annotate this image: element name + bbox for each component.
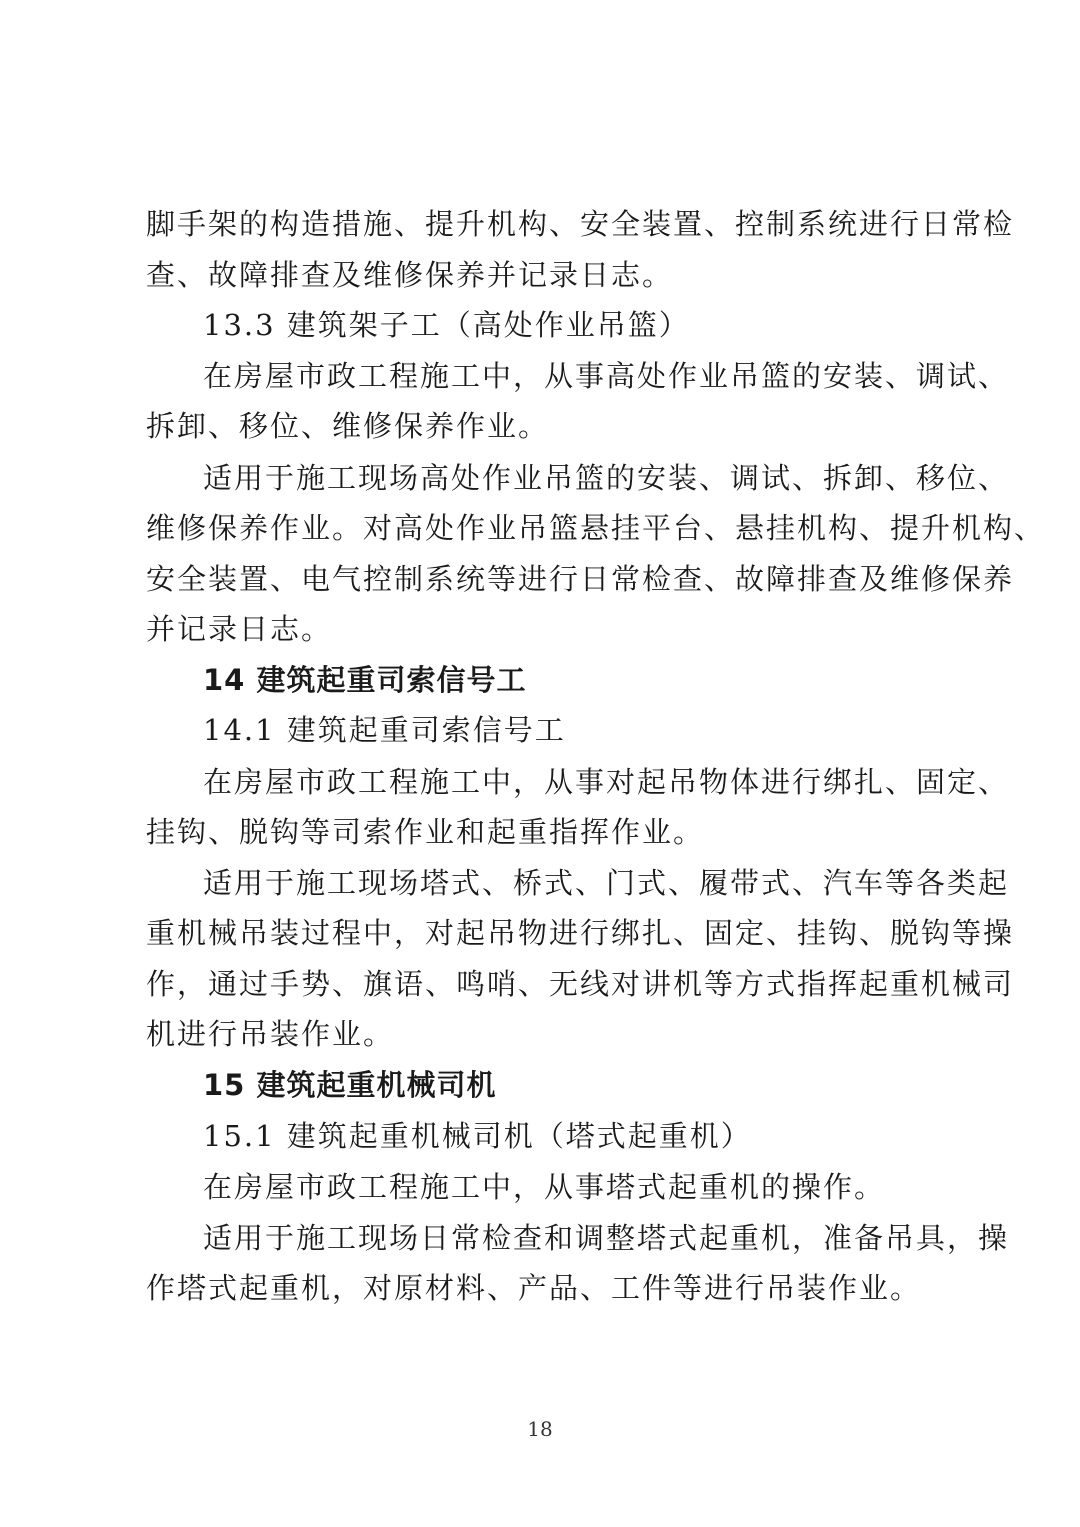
page-number: 18 xyxy=(527,1417,553,1441)
body-text-line: 适用于施工现场塔式、桥式、门式、履带式、汽车等各类起 xyxy=(203,866,1010,900)
body-text-line: 查、故障排查及维修保养并记录日志。 xyxy=(146,258,674,292)
chapter-heading-14: 14 建筑起重司索信号工 xyxy=(203,663,527,697)
chapter-heading-15: 15 建筑起重机械司机 xyxy=(203,1068,497,1102)
body-text-line: 重机械吊装过程中，对起吊物进行绑扎、固定、挂钩、脱钩等操 xyxy=(146,916,1015,950)
body-text-line: 适用于施工现场高处作业吊篮的安装、调试、拆卸、移位、 xyxy=(203,461,1010,495)
body-text-line: 在房屋市政工程施工中，从事高处作业吊篮的安装、调试、 xyxy=(203,359,1010,393)
body-text-line: 安全装置、电气控制系统等进行日常检查、故障排查及维修保养 xyxy=(146,562,1015,596)
body-text-line: 在房屋市政工程施工中，从事塔式起重机的操作。 xyxy=(203,1170,886,1204)
section-title-15-1: 15.1 建筑起重机械司机（塔式起重机） xyxy=(203,1119,752,1153)
section-title-13-3: 13.3 建筑架子工（高处作业吊篮） xyxy=(203,308,690,342)
body-text-line: 作，通过手势、旗语、鸣哨、无线对讲机等方式指挥起重机械司 xyxy=(146,967,1015,1001)
body-text-line: 作塔式起重机，对原材料、产品、工件等进行吊装作业。 xyxy=(146,1271,922,1305)
body-text-line: 在房屋市政工程施工中，从事对起吊物体进行绑扎、固定、 xyxy=(203,765,1010,799)
body-text-line: 脚手架的构造措施、提升机构、安全装置、控制系统进行日常检 xyxy=(146,207,1015,241)
body-text-line: 挂钩、脱钩等司索作业和起重指挥作业。 xyxy=(146,815,705,849)
body-text-line: 维修保养作业。对高处作业吊篮悬挂平台、悬挂机构、提升机构、 xyxy=(146,511,1046,545)
body-text-line: 机进行吊装作业。 xyxy=(146,1017,395,1051)
body-text-line: 适用于施工现场日常检查和调整塔式起重机，准备吊具，操 xyxy=(203,1221,1010,1255)
section-title-14-1: 14.1 建筑起重司索信号工 xyxy=(203,713,566,747)
body-text-line: 并记录日志。 xyxy=(146,612,333,646)
body-text-line: 拆卸、移位、维修保养作业。 xyxy=(146,409,550,443)
